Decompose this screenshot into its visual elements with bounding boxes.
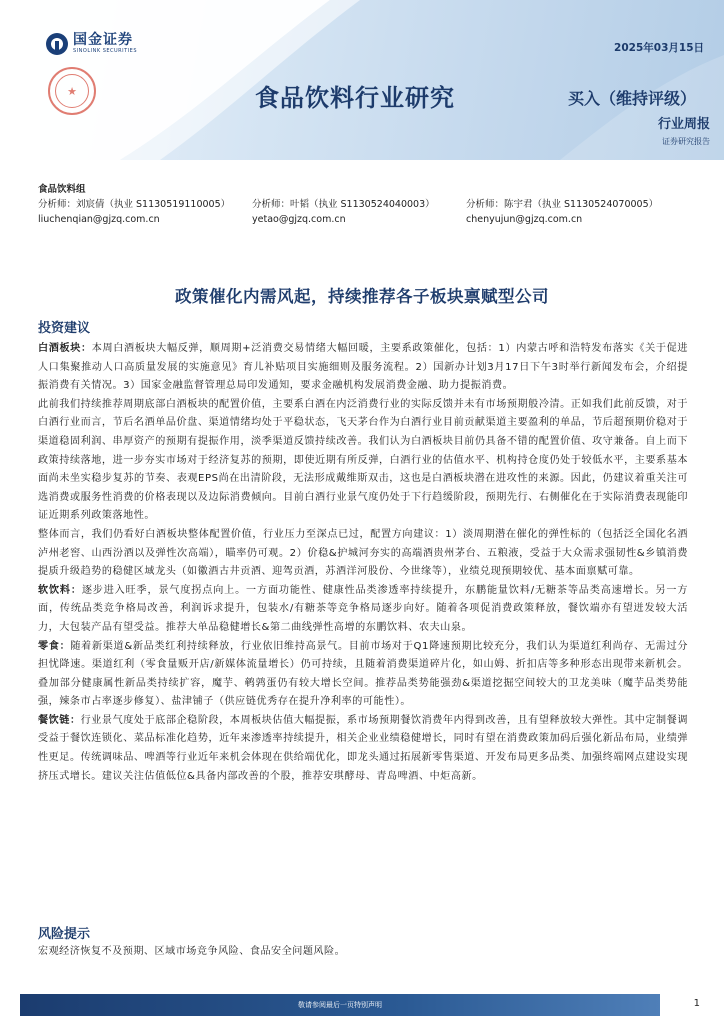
analyst-email[interactable]: liuchenqian@gjzq.com.cn [38,214,160,225]
label-snacks: 零食： [38,640,71,652]
page-number: 1 [693,998,700,1009]
seal-icon: ★ [48,67,96,115]
label-catering: 餐饮链： [38,714,81,726]
label-baijiu: 白酒板块： [38,343,92,354]
report-date: 2025年03月15日 [614,42,704,54]
report-title: 食品饮料行业研究 [255,84,455,112]
report-type: 行业周报 [657,117,710,132]
footer-disclaimer-link[interactable]: 敬请参阅最后一页特别声明 [298,1001,382,1009]
company-logo [46,33,137,55]
logo-name-en: SINOLINK SECURITIES [73,48,137,54]
page-footer [0,994,724,1024]
analyst-email-row [38,212,698,227]
paragraph-baijiu-3: 整体而言，我们仍看好白酒板块整体配置价值，行业压力至深点已过，配置方向建议：1）淡周期潜在催化的弹性标的（包括泛全国化名酒泸州老窖、山西汾酒以及弹性次高端），瞄率仍可观。2）价稳&护城河夯实的高端酒贵州茅台、五粮液，受益于大众需求强韧性&乡镇消费提质升级趋势的稳健区域龙头（如徽酒古井贡酒、迎驾贡酒，苏酒洋河股份、今世缘等），业绩兑现预期较优、基本面禀赋可靠。 [38,528,688,578]
analyst-label: 分析师：刘宸倩（执业 S1130519110005） [38,199,231,210]
analyst-label: 分析师：叶韬（执业 S1130524040003） [252,199,435,210]
paragraph-catering: 餐饮链：行业景气度处于底部企稳阶段，本周板块估值大幅提振，系市场预期餐饮消费年内得到改善，且有望释放较大弹性。其中定制餐调受益于餐饮连锁化、菜品标准化趋势，近年来渗透率持续提升，相关企业业绩稳健增长，同时有望在消费政策加码后强化新品布局，业绩弹性更足。传统调味品、啤酒等行业近年来机会体现在供给端优化，即龙头通过拓展新零售渠道、开发布局更多品类、加强终端网点建设实现挤压式增长。建议关注估值低位&具备内部改善的个股，推荐安琪酵母、青岛啤酒、中炬高新。 [38,714,688,782]
report-headline: 政策催化内需风起，持续推荐各子板块禀赋型公司 [175,287,549,306]
analyst-label: 分析师：陈宇君（执业 S1130524070005） [466,199,659,210]
risk-text: 宏观经济恢复不及预期、区域市场竞争风险、食品安全问题风险。 [38,946,346,957]
logo-icon [46,33,68,55]
section-title-invest: 投资建议 [38,321,91,336]
logo-name: 国金证券 [73,32,133,48]
analyst-block [38,183,698,227]
report-header [0,0,724,160]
paragraph-soft-drinks: 软饮料：逐步进入旺季，景气度拐点向上。一方面功能性、健康性品类渗透率持续提升，东鹏能量饮料/无糖茶等品类高速增长。另一方面，传统品类竞争格局改善，利润诉求提升，包装水/有糖茶等竞争格局逐步向好。随着各项促消费政策释放，餐饮端亦有望迸发较大活力，大包装产品有望受益。推荐大单品稳健增长&第二曲线弹性高增的东鹏饮料、农夫山泉。 [38,584,689,633]
invest-content [38,340,688,786]
paragraph-baijiu-2: 此前我们持续推荐周期底部白酒板块的配置价值，主要系白酒在内泛消费行业的实际反馈并未有市场预期般冷清。正如我们此前反馈，对于白酒行业而言，节后名酒单品价盘、渠道情绪均处于平稳状态，飞天茅台作为白酒行业目前贡献渠道主要盈利的单品，节后超预期价稳对于渠道稳固利润、串厚资产的预期有提振作用，淡季渠道反馈持续改善。我们认为白酒板块目前仍具备不错的配置价值、攻守兼备。自上而下政策持续落地，进一步夯实市场对于经济复苏的预期，即使近期有所反弹，白酒行业的估值水平、机构持仓度仍处于较低水平，主要系基本面尚未坐实稳步复苏的节奏、表观EPS尚在出清阶段，无法形成戴维斯双击，这也是白酒板块潜在进攻性的来源。因此，仍建议着重关注可选消费或服务性消费的价格表现以及边际消费倾向。目前白酒行业景气度仍处于下行趋缓阶段，预期先行、右侧催化在于实际消费表现能印证近期系列政策落地性。 [38,398,688,522]
analyst-label-row [38,197,698,212]
analyst-email[interactable]: chenyujun@gjzq.com.cn [466,214,583,225]
rating-badge: 买入（维持评级） [567,89,696,108]
label-soft-drinks: 软饮料： [38,584,82,596]
analyst-email[interactable]: yetao@gjzq.com.cn [252,214,346,225]
team-name: 食品饮料组 [38,184,86,195]
section-title-risk: 风险提示 [38,927,91,942]
paragraph-baijiu: 白酒板块：本周白酒板块大幅反弹，顺周期+泛消费交易情绪大幅回暖，主要系政策催化，包括：1）内蒙古呼和浩特发布落实《关于促进人口集聚推动人口高质量发展的实施意见》育儿补贴项目实施细则及服务流程。2）国新办计划3月17日下午3时举行新闻发布会，介绍提振消费有关情况。3）国家金融监督管理总局印发通知，要求金融机构发展消费金融、助力提振消费。 [38,343,689,392]
report-subtype: 证券研究报告 [662,137,710,146]
paragraph-snacks: 零食：随着新渠道&新品类红利持续释放，行业依旧维持高景气。目前市场对于Q1降速预期比较充分，我们认为渠道红利尚存、无需过分担忧降速。渠道红利（零食量贩开店/新媒体流量增长）仍可持续，且随着消费渠道碎片化，如山姆、折扣店等多种形态出现带来新机会。叠加部分健康属性新品类持续扩容，魔芋、鹌鹑蛋仍有较大增长空间。推荐品类势能强劲&渠道挖掘空间较大的卫龙美味（魔芋品类势能强，辣条市占率逐步修复）、盐津铺子（供应链优秀存在提升净利率的可能性）。 [38,640,689,708]
